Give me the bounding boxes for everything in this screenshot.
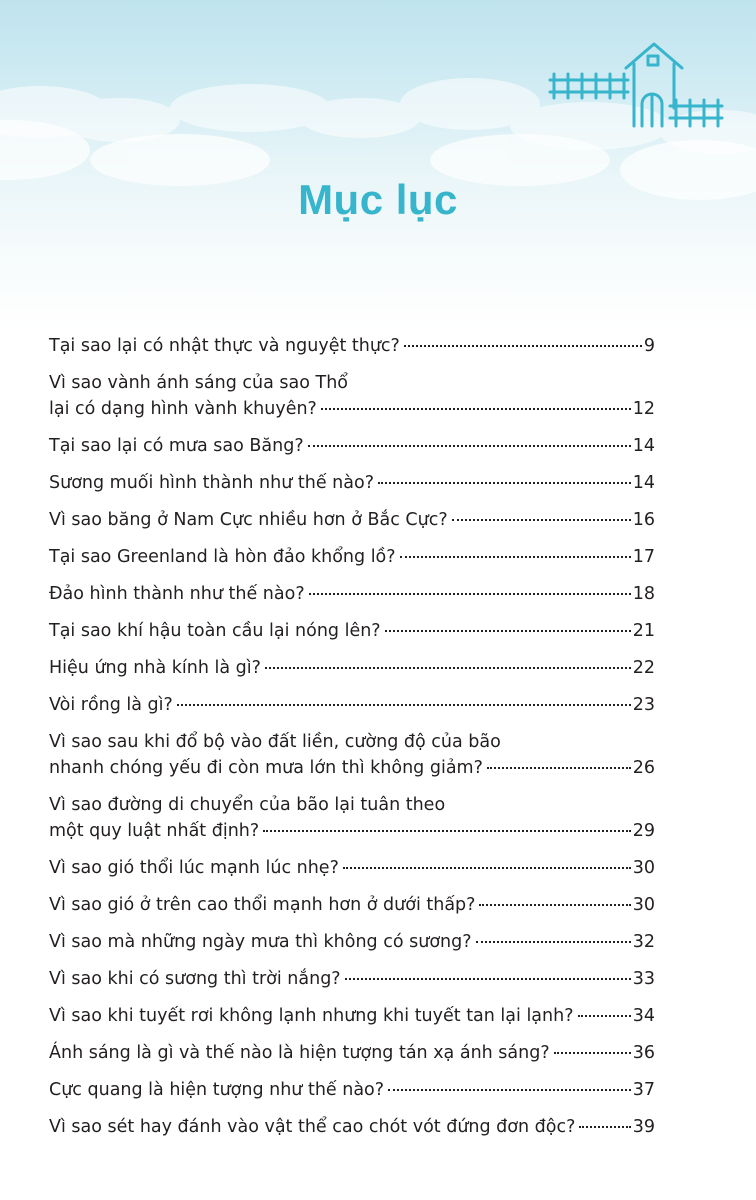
toc-entry [49, 855, 655, 881]
toc-page-number: 22 [632, 658, 655, 678]
toc-entry [49, 333, 655, 359]
dot-leader [378, 482, 631, 484]
toc-entry-line [49, 818, 655, 844]
toc-entry-line [49, 892, 655, 918]
toc-entry-title: Vì sao sét hay đánh vào vật thể cao chót vót đứng đơn độc? [49, 1117, 576, 1137]
toc-page-number: 17 [632, 547, 655, 567]
dot-leader [487, 767, 631, 769]
toc-entry-title: Tại sao lại có mưa sao Băng? [49, 436, 304, 456]
toc-entry-line [49, 618, 655, 644]
toc-entry-line [49, 1114, 655, 1140]
toc-entry-title: Ánh sáng là gì và thế nào là hiện tượng tán xạ ánh sáng? [49, 1043, 550, 1063]
toc-entry [49, 433, 655, 459]
toc-page-number: 16 [632, 510, 655, 530]
page-title: Mục lục [298, 176, 458, 223]
toc-entry [49, 1077, 655, 1103]
toc-entry [49, 618, 655, 644]
dot-leader [578, 1015, 631, 1017]
table-of-contents [49, 333, 655, 1151]
toc-page-number: 37 [632, 1080, 655, 1100]
house-fence-illustration [548, 38, 728, 130]
dot-leader [308, 445, 631, 447]
toc-page-number: 30 [632, 858, 655, 878]
toc-entry-line [49, 692, 655, 718]
toc-entry-title-line: Vì sao đường di chuyển của bão lại tuân theo [49, 795, 446, 815]
toc-page-number: 39 [632, 1117, 655, 1137]
dot-leader [476, 941, 631, 943]
dot-leader [479, 904, 630, 906]
dot-leader [177, 704, 631, 706]
toc-entry-title: Tại sao lại có nhật thực và nguyệt thực? [49, 336, 400, 356]
toc-entry-line [49, 929, 655, 955]
toc-entry-title: Vì sao mà những ngày mưa thì không có sương? [49, 932, 472, 952]
toc-entry [49, 655, 655, 681]
house-icon [626, 44, 682, 126]
toc-entry-title: Vì sao khi tuyết rơi không lạnh nhưng khi tuyết tan lại lạnh? [49, 1006, 574, 1026]
toc-page-number: 32 [632, 932, 655, 952]
toc-page-number: 33 [632, 969, 655, 989]
toc-entry-line [49, 755, 655, 781]
toc-entry [49, 692, 655, 718]
toc-entry-line [49, 1003, 655, 1029]
toc-entry-title: Vì sao gió ở trên cao thổi mạnh hơn ở dưới thấp? [49, 895, 476, 915]
dot-leader [345, 978, 631, 980]
toc-entry [49, 892, 655, 918]
toc-entry-title: Cực quang là hiện tượng như thế nào? [49, 1080, 385, 1100]
toc-page-number: 23 [632, 695, 655, 715]
toc-entry-line [49, 655, 655, 681]
toc-entry-title: Vì sao băng ở Nam Cực nhiều hơn ở Bắc Cực? [49, 510, 448, 530]
toc-entry [49, 1114, 655, 1140]
dot-leader [385, 630, 631, 632]
toc-page-number: 26 [632, 758, 655, 778]
toc-entry-line [49, 507, 655, 533]
toc-page-number: 14 [632, 473, 655, 493]
dot-leader [388, 1089, 631, 1091]
toc-entry [49, 1040, 655, 1066]
toc-page-number: 14 [632, 436, 655, 456]
toc-page-number: 36 [632, 1043, 655, 1063]
toc-entry [49, 929, 655, 955]
toc-entry-title-line: Vì sao vành ánh sáng của sao Thổ [49, 373, 349, 393]
toc-entry [49, 966, 655, 992]
toc-entry-title: Tại sao Greenland là hòn đảo khổng lồ? [49, 547, 396, 567]
toc-entry-line [49, 855, 655, 881]
toc-entry-title: Đảo hình thành như thế nào? [49, 584, 305, 604]
dot-leader [343, 867, 631, 869]
toc-entry-title: Vì sao gió thổi lúc mạnh lúc nhẹ? [49, 858, 339, 878]
toc-entry-title-line: Vì sao sau khi đổ bộ vào đất liền, cường độ của bão [49, 732, 501, 752]
dot-leader [554, 1052, 631, 1054]
toc-entry-title: nhanh chóng yếu đi còn mưa lớn thì không giảm? [49, 758, 483, 778]
dot-leader [309, 593, 631, 595]
toc-page-number: 34 [632, 1006, 655, 1026]
toc-page-number: 18 [632, 584, 655, 604]
toc-page-number: 30 [632, 895, 655, 915]
toc-entry [49, 1003, 655, 1029]
toc-entry-line [49, 1077, 655, 1103]
toc-entry [49, 370, 655, 422]
toc-page-number: 12 [632, 399, 655, 419]
dot-leader [579, 1126, 630, 1128]
toc-entry-line [49, 544, 655, 570]
dot-leader [265, 667, 631, 669]
toc-page-number: 21 [632, 621, 655, 641]
toc-entry-line [49, 333, 655, 359]
toc-entry-title: Vì sao khi có sương thì trời nắng? [49, 969, 341, 989]
toc-entry-title: Vòi rồng là gì? [49, 695, 173, 715]
dot-leader [400, 556, 631, 558]
toc-entry-title: Tại sao khí hậu toàn cầu lại nóng lên? [49, 621, 381, 641]
toc-entry-title: Hiệu ứng nhà kính là gì? [49, 658, 261, 678]
toc-entry [49, 729, 655, 781]
toc-entry [49, 792, 655, 844]
toc-page-number: 29 [632, 821, 655, 841]
dot-leader [404, 345, 642, 347]
toc-entry-line [49, 433, 655, 459]
toc-entry [49, 507, 655, 533]
dot-leader [263, 830, 631, 832]
toc-entry-line [49, 581, 655, 607]
toc-entry [49, 581, 655, 607]
toc-entry-line [49, 966, 655, 992]
toc-entry-title: lại có dạng hình vành khuyên? [49, 399, 317, 419]
toc-entry-line [49, 1040, 655, 1066]
fence-icon [550, 74, 722, 126]
toc-page-number: 9 [643, 336, 655, 356]
toc-entry-title: Sương muối hình thành như thế nào? [49, 473, 374, 493]
dot-leader [452, 519, 631, 521]
toc-entry-title: một quy luật nhất định? [49, 821, 260, 841]
toc-entry-line [49, 396, 655, 422]
dot-leader [321, 408, 631, 410]
toc-entry [49, 544, 655, 570]
toc-entry-line [49, 470, 655, 496]
toc-entry [49, 470, 655, 496]
